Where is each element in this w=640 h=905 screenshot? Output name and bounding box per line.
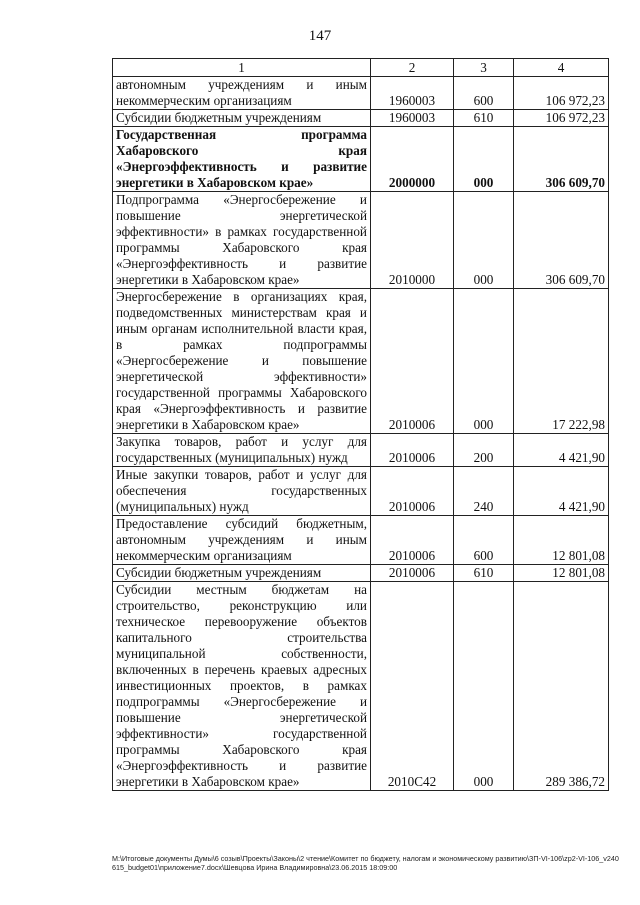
row-amount: 4 421,90 bbox=[514, 467, 609, 516]
row-amount: 4 421,90 bbox=[514, 434, 609, 467]
row-description: Государственная программа Хабаровского края «Энергоэффективность и развитие энергетики в Хабаровском крае» bbox=[113, 127, 371, 192]
row-description: Субсидии бюджетным учреждениям bbox=[113, 110, 371, 127]
table-row bbox=[113, 565, 609, 582]
document-path-footer: M:\Итоговые документы Думы\6 созыв\Проекты\Законы\2 чтение\Комитет по бюджету, налогам и экономическому развитию\ЗП-VI-106\zp2-VI-106_v240615_budget01\приложение7.docx\Шевцова Ирина Владимировна\23.06.2015 18:09:00 bbox=[112, 854, 619, 872]
page-number: 147 bbox=[308, 28, 332, 44]
row-description: Закупка товаров, работ и услуг для государственных (муниципальных) нужд bbox=[113, 434, 371, 467]
row-amount: 306 609,70 bbox=[514, 192, 609, 289]
table-row bbox=[113, 77, 609, 110]
table-row bbox=[113, 192, 609, 289]
row-expense-type: 240 bbox=[454, 467, 514, 516]
row-target-code: 2010000 bbox=[371, 192, 454, 289]
table-row bbox=[113, 467, 609, 516]
row-expense-type: 000 bbox=[454, 582, 514, 791]
row-expense-type: 000 bbox=[454, 289, 514, 434]
row-target-code: 2010006 bbox=[371, 467, 454, 516]
row-description: Подпрограмма «Энергосбережение и повышение энергетической эффективности» в рамках государственной программы Хабаровского края «Энергоэффективность и развитие энергетики в Хабаровском крае» bbox=[113, 192, 371, 289]
table-row bbox=[113, 110, 609, 127]
column-header: 1 bbox=[113, 59, 371, 77]
row-amount: 289 386,72 bbox=[514, 582, 609, 791]
table-row bbox=[113, 582, 609, 791]
row-amount: 12 801,08 bbox=[514, 565, 609, 582]
row-description: Иные закупки товаров, работ и услуг для обеспечения государственных (муниципальных) нужд bbox=[113, 467, 371, 516]
row-description: автономным учреждениям и иным некоммерческим организациям bbox=[113, 77, 371, 110]
column-header: 3 bbox=[454, 59, 514, 77]
row-expense-type: 000 bbox=[454, 192, 514, 289]
row-target-code: 1960003 bbox=[371, 110, 454, 127]
row-expense-type: 600 bbox=[454, 77, 514, 110]
table-row bbox=[113, 127, 609, 192]
row-target-code: 2000000 bbox=[371, 127, 454, 192]
column-header: 4 bbox=[514, 59, 609, 77]
row-description: Предоставление субсидий бюджетным, автономным учреждениям и иным некоммерческим организациям bbox=[113, 516, 371, 565]
row-amount: 106 972,23 bbox=[514, 77, 609, 110]
table-row bbox=[113, 289, 609, 434]
row-target-code: 1960003 bbox=[371, 77, 454, 110]
table-header-row bbox=[113, 59, 609, 77]
row-target-code: 2010006 bbox=[371, 434, 454, 467]
row-amount: 17 222,98 bbox=[514, 289, 609, 434]
row-expense-type: 610 bbox=[454, 110, 514, 127]
row-amount: 12 801,08 bbox=[514, 516, 609, 565]
row-target-code: 2010006 bbox=[371, 565, 454, 582]
row-description: Субсидии местным бюджетам на строительство, реконструкцию или техническое перевооружение объектов капитального строительства муниципальной собственности, включенных в перечень краевых адресных инвестиционных проектов, в рамках подпрограммы «Энергосбережение и повышение энергетической эффективности» государственной программы Хабаровского края «Энергоэффективность и развитие энергетики в Хабаровском крае» bbox=[113, 582, 371, 791]
row-target-code: 2010006 bbox=[371, 516, 454, 565]
row-target-code: 2010С42 bbox=[371, 582, 454, 791]
budget-table bbox=[112, 58, 609, 791]
row-amount: 106 972,23 bbox=[514, 110, 609, 127]
row-description: Субсидии бюджетным учреждениям bbox=[113, 565, 371, 582]
column-header: 2 bbox=[371, 59, 454, 77]
row-target-code: 2010006 bbox=[371, 289, 454, 434]
row-expense-type: 600 bbox=[454, 516, 514, 565]
row-expense-type: 200 bbox=[454, 434, 514, 467]
table-row bbox=[113, 516, 609, 565]
row-description: Энергосбережение в организациях края, подведомственных министерствам края и иным органам исполнительной власти края, в рамках подпрограммы «Энергосбережение и повышение энергетической эффективности» государственной программы Хабаровского края «Энергоэффективность и развитие энергетики в Хабаровском крае» bbox=[113, 289, 371, 434]
table-row bbox=[113, 434, 609, 467]
row-expense-type: 610 bbox=[454, 565, 514, 582]
row-expense-type: 000 bbox=[454, 127, 514, 192]
row-amount: 306 609,70 bbox=[514, 127, 609, 192]
